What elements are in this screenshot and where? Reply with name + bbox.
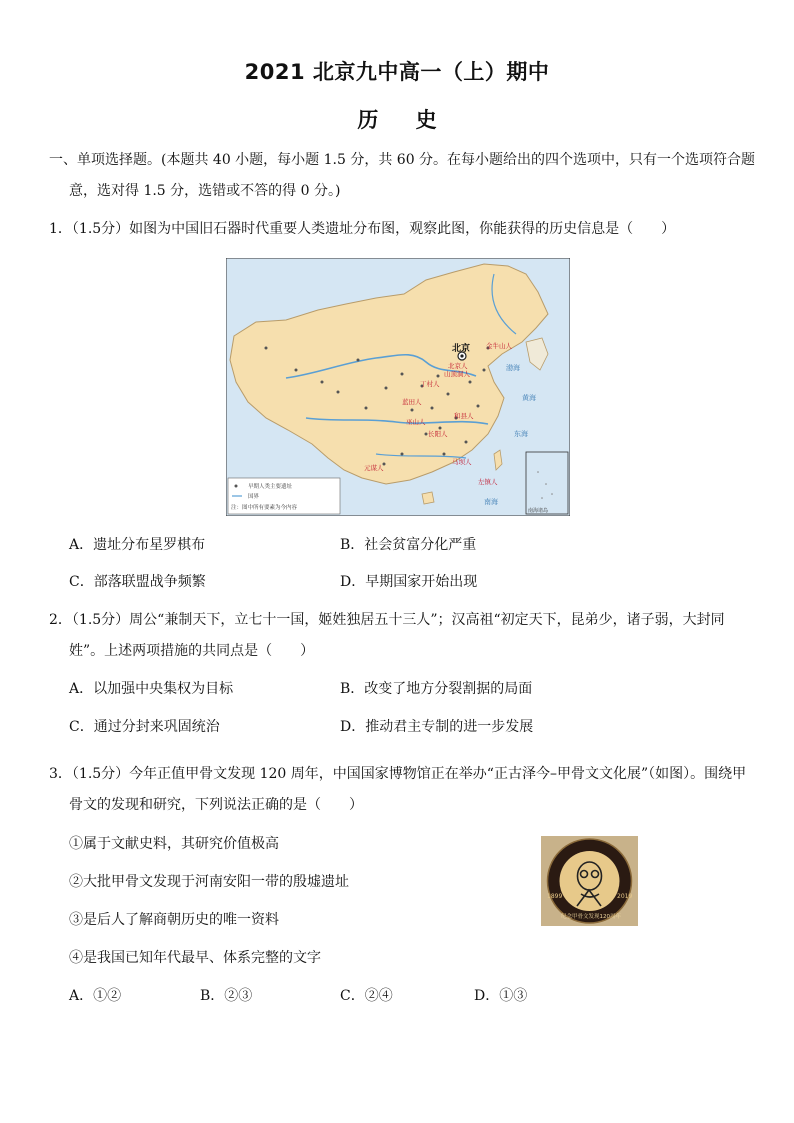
q3-stem-line2: 骨文的发现和研究，下列说法正确的是（ ） [69, 797, 363, 813]
q3-statement-1: ①属于文献史料，其研究价值极高 [69, 836, 279, 852]
q2-stem-line1: 2．（1.5分）周公“兼制天下，立七十一国，姬姓独居五十三人”；汉高祖“初定天下，昆弟少，诸子弱，大封同 [49, 612, 725, 628]
q2-option-c[interactable]: C．通过分封来巩固统治 [69, 719, 220, 735]
site-label: 金牛山人 [486, 342, 512, 350]
q1-stem: 1．（1.5分）如图为中国旧石器时代重要人类遗址分布图，观察此图，你能获得的历史信息是（ ） [49, 221, 676, 237]
map-inset [526, 452, 568, 514]
q2-stem-line2: 姓”。上述两项措施的共同点是（ ） [69, 643, 315, 659]
map-city-beijing: 北京 [452, 344, 471, 354]
section-instruction-line1: 一、单项选择题。(本题共 40 小题，每小题 1.5 分，共 60 分。在每小题给出的四个选项中，只有一个选项符合题 [49, 152, 756, 168]
site-label: 左镇人 [478, 478, 498, 486]
site-label: 马坝人 [452, 458, 472, 466]
legend-item: 早期人类主要遗址 [248, 484, 293, 490]
q3-option-b[interactable]: B．②③ [200, 988, 253, 1004]
sea-label: 黄海 [522, 394, 536, 402]
site-label: 元谋人 [364, 464, 384, 472]
stamp-year-start: 1899 [547, 893, 563, 900]
page-title: 2021 北京九中高一（上）期中 [244, 60, 550, 84]
q3-option-a[interactable]: A．①② [69, 988, 122, 1004]
stamp-caption: 纪念甲骨文发现120周年 [561, 914, 621, 920]
q1-option-b[interactable]: B．社会贫富分化严重 [340, 537, 477, 553]
site-label: 和县人 [454, 412, 474, 420]
inset-label: 南海诸岛 [528, 508, 549, 514]
q1-option-a[interactable]: A．遗址分布星罗棋布 [69, 537, 206, 553]
legend-item: 注：图中所有要素为今内容 [231, 505, 298, 511]
stamp-year-end: 2019 [617, 893, 633, 900]
q3-option-c[interactable]: C．②④ [340, 988, 393, 1004]
q1-option-c[interactable]: C．部落联盟战争频繁 [69, 574, 206, 590]
sea-label: 东海 [514, 430, 528, 438]
oracle-bone-exhibition-stamp [541, 836, 638, 926]
subject-title: 历 史 [357, 108, 437, 132]
section-instruction-line2: 意，选对得 1.5 分，选错或不答的得 0 分。) [69, 183, 341, 199]
q2-option-d[interactable]: D．推动君主专制的进一步发展 [340, 719, 534, 735]
site-label: 长阳人 [428, 430, 448, 438]
site-label: 北京人 [448, 362, 468, 370]
q1-option-d[interactable]: D．早期国家开始出现 [340, 574, 478, 590]
sea-label: 渤海 [506, 364, 520, 372]
q3-statement-4: ④是我国已知年代最早、体系完整的文字 [69, 950, 321, 966]
site-label: 巫山人 [406, 418, 426, 426]
q2-option-a[interactable]: A．以加强中央集权为目标 [69, 681, 234, 697]
sea-label: 南海 [484, 498, 498, 506]
q3-stem-line1: 3．（1.5分）今年正值甲骨文发现 120 周年，中国国家博物馆正在举办“正古泽今–甲骨文文化展”（如图）。围绕甲 [49, 766, 747, 782]
site-label: 丁村人 [420, 380, 440, 388]
china-paleolithic-map [226, 258, 570, 516]
site-label: 蓝田人 [402, 398, 422, 406]
q3-statement-3: ③是后人了解商朝历史的唯一资料 [69, 912, 279, 928]
q3-statement-2: ②大批甲骨文发现于河南安阳一带的殷墟遗址 [69, 874, 349, 890]
legend-item: 国界 [248, 494, 260, 500]
site-label: 山顶洞人 [444, 370, 470, 378]
q2-option-b[interactable]: B．改变了地方分裂割据的局面 [340, 681, 533, 697]
q3-option-d[interactable]: D．①③ [474, 988, 528, 1004]
